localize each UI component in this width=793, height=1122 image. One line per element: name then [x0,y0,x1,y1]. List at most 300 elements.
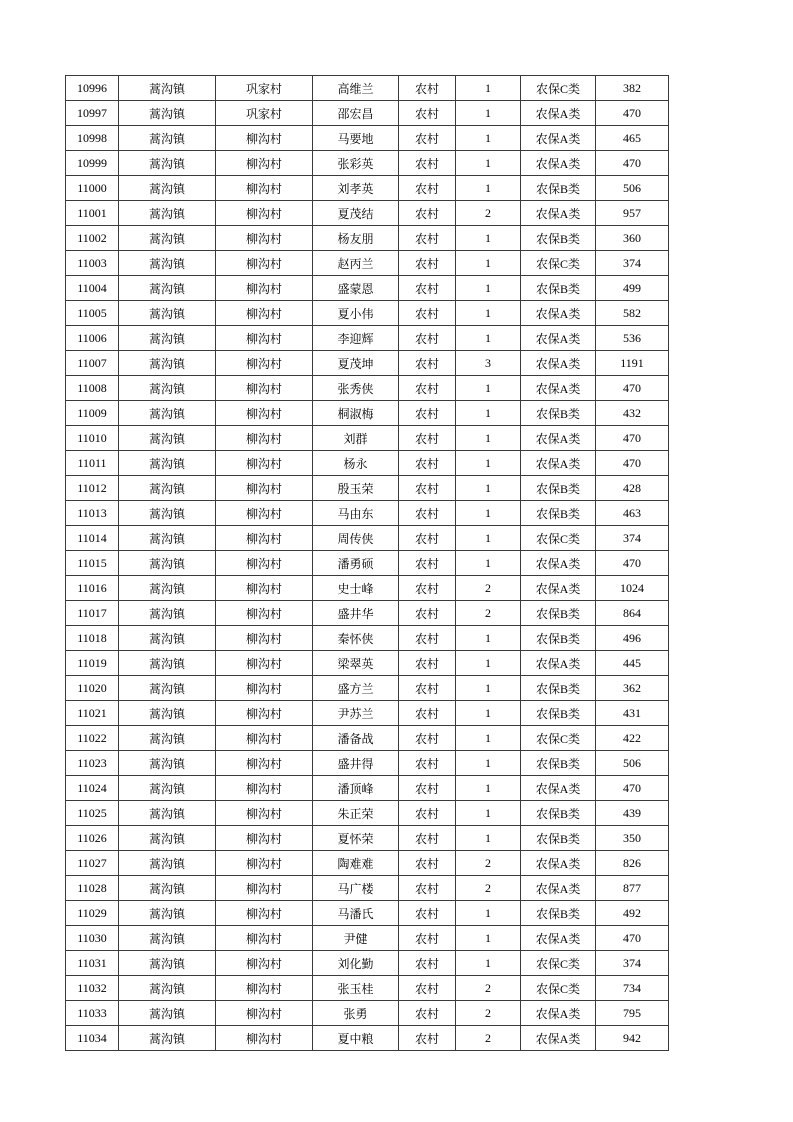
table-row [66,301,669,326]
cell-household-type: 农村 [399,801,456,826]
cell-household-type: 农村 [399,451,456,476]
cell-insurance-class: 农保A类 [521,201,596,226]
table-row [66,651,669,676]
cell-serial: 11002 [66,226,119,251]
cell-town: 蒿沟镇 [119,251,216,276]
cell-insurance-class: 农保B类 [521,501,596,526]
table-row [66,551,669,576]
cell-amount: 795 [596,1001,669,1026]
cell-household-type: 农村 [399,576,456,601]
table-row [66,851,669,876]
cell-name: 梁翠英 [313,651,399,676]
cell-amount: 428 [596,476,669,501]
cell-town: 蒿沟镇 [119,926,216,951]
cell-town: 蒿沟镇 [119,301,216,326]
cell-village: 柳沟村 [216,301,313,326]
cell-town: 蒿沟镇 [119,751,216,776]
cell-town: 蒿沟镇 [119,151,216,176]
cell-serial: 11029 [66,901,119,926]
cell-amount: 374 [596,526,669,551]
cell-count: 1 [456,901,521,926]
cell-insurance-class: 农保B类 [521,601,596,626]
table-row [66,826,669,851]
cell-insurance-class: 农保A类 [521,426,596,451]
cell-count: 1 [456,651,521,676]
cell-household-type: 农村 [399,826,456,851]
cell-town: 蒿沟镇 [119,126,216,151]
cell-amount: 957 [596,201,669,226]
cell-count: 1 [456,751,521,776]
cell-village: 柳沟村 [216,401,313,426]
cell-insurance-class: 农保B类 [521,701,596,726]
cell-name: 周传侠 [313,526,399,551]
cell-name: 马潘氏 [313,901,399,926]
cell-amount: 734 [596,976,669,1001]
cell-serial: 11003 [66,251,119,276]
table-row [66,576,669,601]
cell-serial: 11013 [66,501,119,526]
cell-name: 潘顶峰 [313,776,399,801]
cell-serial: 11028 [66,876,119,901]
cell-serial: 11026 [66,826,119,851]
table-row [66,926,669,951]
cell-village: 柳沟村 [216,851,313,876]
cell-insurance-class: 农保C类 [521,76,596,101]
cell-household-type: 农村 [399,401,456,426]
cell-household-type: 农村 [399,726,456,751]
cell-insurance-class: 农保A类 [521,776,596,801]
cell-village: 柳沟村 [216,251,313,276]
cell-insurance-class: 农保B类 [521,901,596,926]
table-row [66,76,669,101]
cell-count: 1 [456,676,521,701]
cell-count: 2 [456,851,521,876]
cell-amount: 470 [596,551,669,576]
table-row [66,276,669,301]
cell-amount: 496 [596,626,669,651]
cell-insurance-class: 农保B类 [521,226,596,251]
cell-count: 1 [456,726,521,751]
cell-amount: 463 [596,501,669,526]
table-row [66,251,669,276]
cell-name: 夏茂结 [313,201,399,226]
cell-name: 尹苏兰 [313,701,399,726]
table-row [66,101,669,126]
cell-insurance-class: 农保B类 [521,751,596,776]
cell-serial: 11006 [66,326,119,351]
cell-count: 1 [456,101,521,126]
cell-serial: 10998 [66,126,119,151]
cell-name: 殷玉荣 [313,476,399,501]
cell-serial: 11019 [66,651,119,676]
cell-town: 蒿沟镇 [119,901,216,926]
cell-serial: 11015 [66,551,119,576]
cell-name: 秦怀侠 [313,626,399,651]
cell-count: 1 [456,776,521,801]
cell-name: 张彩英 [313,151,399,176]
cell-town: 蒿沟镇 [119,351,216,376]
cell-serial: 11010 [66,426,119,451]
cell-insurance-class: 农保B类 [521,476,596,501]
cell-village: 柳沟村 [216,676,313,701]
cell-insurance-class: 农保A类 [521,651,596,676]
cell-village: 柳沟村 [216,451,313,476]
cell-count: 1 [456,126,521,151]
cell-town: 蒿沟镇 [119,551,216,576]
cell-town: 蒿沟镇 [119,451,216,476]
table-row [66,201,669,226]
table-row [66,226,669,251]
cell-town: 蒿沟镇 [119,976,216,1001]
cell-amount: 470 [596,426,669,451]
cell-insurance-class: 农保A类 [521,326,596,351]
cell-household-type: 农村 [399,901,456,926]
cell-household-type: 农村 [399,551,456,576]
cell-village: 柳沟村 [216,751,313,776]
cell-village: 柳沟村 [216,376,313,401]
cell-village: 柳沟村 [216,176,313,201]
cell-insurance-class: 农保C类 [521,251,596,276]
cell-town: 蒿沟镇 [119,176,216,201]
cell-village: 柳沟村 [216,276,313,301]
cell-serial: 10996 [66,76,119,101]
cell-count: 1 [456,151,521,176]
cell-name: 尹健 [313,926,399,951]
cell-insurance-class: 农保A类 [521,1001,596,1026]
cell-village: 柳沟村 [216,601,313,626]
table-row [66,876,669,901]
cell-amount: 582 [596,301,669,326]
cell-amount: 374 [596,251,669,276]
cell-count: 2 [456,201,521,226]
cell-village: 柳沟村 [216,476,313,501]
cell-village: 巩家村 [216,76,313,101]
cell-name: 刘孝英 [313,176,399,201]
table-row [66,701,669,726]
cell-insurance-class: 农保A类 [521,301,596,326]
cell-count: 2 [456,976,521,1001]
cell-insurance-class: 农保A类 [521,451,596,476]
cell-household-type: 农村 [399,101,456,126]
cell-town: 蒿沟镇 [119,601,216,626]
cell-insurance-class: 农保A类 [521,551,596,576]
cell-serial: 11017 [66,601,119,626]
cell-insurance-class: 农保B类 [521,276,596,301]
cell-count: 1 [456,176,521,201]
records-table [65,75,669,1051]
table-row [66,426,669,451]
cell-amount: 1024 [596,576,669,601]
cell-serial: 11034 [66,1026,119,1051]
cell-town: 蒿沟镇 [119,1026,216,1051]
cell-insurance-class: 农保C类 [521,976,596,1001]
cell-name: 夏中粮 [313,1026,399,1051]
cell-village: 柳沟村 [216,551,313,576]
cell-count: 1 [456,76,521,101]
cell-name: 盛蒙恩 [313,276,399,301]
cell-town: 蒿沟镇 [119,76,216,101]
cell-town: 蒿沟镇 [119,226,216,251]
cell-amount: 877 [596,876,669,901]
cell-household-type: 农村 [399,426,456,451]
cell-village: 柳沟村 [216,926,313,951]
cell-household-type: 农村 [399,501,456,526]
cell-serial: 11020 [66,676,119,701]
cell-town: 蒿沟镇 [119,101,216,126]
table-row [66,1026,669,1051]
cell-serial: 11009 [66,401,119,426]
cell-town: 蒿沟镇 [119,1001,216,1026]
cell-insurance-class: 农保A类 [521,351,596,376]
cell-serial: 11024 [66,776,119,801]
cell-insurance-class: 农保A类 [521,926,596,951]
cell-count: 1 [456,426,521,451]
table-row [66,151,669,176]
cell-household-type: 农村 [399,276,456,301]
cell-town: 蒿沟镇 [119,826,216,851]
cell-amount: 470 [596,101,669,126]
cell-count: 1 [456,551,521,576]
cell-serial: 11025 [66,801,119,826]
cell-count: 1 [456,401,521,426]
table-row [66,901,669,926]
cell-serial: 11030 [66,926,119,951]
cell-name: 盛方兰 [313,676,399,701]
table-row [66,776,669,801]
cell-amount: 362 [596,676,669,701]
table-row [66,401,669,426]
cell-village: 柳沟村 [216,976,313,1001]
cell-serial: 11022 [66,726,119,751]
cell-name: 夏小伟 [313,301,399,326]
cell-insurance-class: 农保C类 [521,951,596,976]
cell-serial: 11023 [66,751,119,776]
cell-serial: 11004 [66,276,119,301]
cell-village: 柳沟村 [216,876,313,901]
cell-serial: 11005 [66,301,119,326]
cell-town: 蒿沟镇 [119,201,216,226]
cell-town: 蒿沟镇 [119,776,216,801]
cell-town: 蒿沟镇 [119,326,216,351]
cell-serial: 11001 [66,201,119,226]
cell-village: 柳沟村 [216,951,313,976]
cell-town: 蒿沟镇 [119,426,216,451]
cell-serial: 11000 [66,176,119,201]
cell-count: 1 [456,626,521,651]
table-row [66,451,669,476]
cell-village: 柳沟村 [216,1026,313,1051]
cell-serial: 11012 [66,476,119,501]
cell-insurance-class: 农保A类 [521,101,596,126]
cell-count: 1 [456,826,521,851]
cell-serial: 11033 [66,1001,119,1026]
cell-household-type: 农村 [399,201,456,226]
cell-village: 柳沟村 [216,201,313,226]
cell-village: 柳沟村 [216,351,313,376]
cell-household-type: 农村 [399,1026,456,1051]
cell-household-type: 农村 [399,751,456,776]
cell-serial: 11018 [66,626,119,651]
table-row [66,351,669,376]
cell-village: 柳沟村 [216,626,313,651]
cell-insurance-class: 农保A类 [521,876,596,901]
cell-town: 蒿沟镇 [119,851,216,876]
cell-insurance-class: 农保A类 [521,1026,596,1051]
cell-amount: 374 [596,951,669,976]
cell-name: 桐淑梅 [313,401,399,426]
cell-town: 蒿沟镇 [119,951,216,976]
cell-town: 蒿沟镇 [119,626,216,651]
cell-town: 蒿沟镇 [119,801,216,826]
cell-household-type: 农村 [399,926,456,951]
cell-household-type: 农村 [399,126,456,151]
cell-name: 陶难难 [313,851,399,876]
cell-serial: 11031 [66,951,119,976]
cell-count: 2 [456,876,521,901]
cell-name: 潘勇硕 [313,551,399,576]
cell-name: 刘化勤 [313,951,399,976]
cell-amount: 499 [596,276,669,301]
cell-name: 张玉桂 [313,976,399,1001]
cell-household-type: 农村 [399,626,456,651]
cell-name: 刘群 [313,426,399,451]
cell-amount: 422 [596,726,669,751]
cell-name: 高维兰 [313,76,399,101]
cell-village: 柳沟村 [216,526,313,551]
cell-name: 盛井华 [313,601,399,626]
cell-insurance-class: 农保B类 [521,801,596,826]
cell-amount: 506 [596,176,669,201]
cell-town: 蒿沟镇 [119,501,216,526]
cell-household-type: 农村 [399,601,456,626]
table-row [66,1001,669,1026]
cell-serial: 11007 [66,351,119,376]
cell-household-type: 农村 [399,701,456,726]
cell-serial: 11021 [66,701,119,726]
table-row [66,376,669,401]
table-body [66,76,669,1051]
cell-village: 柳沟村 [216,801,313,826]
table-row [66,676,669,701]
table-row [66,326,669,351]
cell-amount: 470 [596,151,669,176]
cell-count: 1 [456,701,521,726]
cell-village: 柳沟村 [216,901,313,926]
cell-insurance-class: 农保A类 [521,851,596,876]
table-row [66,126,669,151]
cell-household-type: 农村 [399,151,456,176]
table-row [66,726,669,751]
cell-count: 2 [456,1001,521,1026]
cell-serial: 10997 [66,101,119,126]
cell-count: 1 [456,376,521,401]
cell-serial: 11027 [66,851,119,876]
cell-amount: 470 [596,776,669,801]
cell-amount: 432 [596,401,669,426]
table-row [66,501,669,526]
cell-insurance-class: 农保B类 [521,626,596,651]
cell-village: 柳沟村 [216,1001,313,1026]
cell-village: 柳沟村 [216,501,313,526]
cell-household-type: 农村 [399,776,456,801]
cell-amount: 826 [596,851,669,876]
cell-village: 柳沟村 [216,651,313,676]
cell-village: 柳沟村 [216,576,313,601]
cell-village: 巩家村 [216,101,313,126]
table-row [66,801,669,826]
cell-village: 柳沟村 [216,426,313,451]
cell-insurance-class: 农保B类 [521,401,596,426]
cell-insurance-class: 农保A类 [521,576,596,601]
cell-insurance-class: 农保B类 [521,826,596,851]
cell-count: 1 [456,801,521,826]
table-row [66,976,669,1001]
cell-town: 蒿沟镇 [119,376,216,401]
cell-village: 柳沟村 [216,726,313,751]
cell-name: 马广楼 [313,876,399,901]
cell-name: 夏茂坤 [313,351,399,376]
cell-count: 2 [456,601,521,626]
cell-town: 蒿沟镇 [119,576,216,601]
cell-amount: 536 [596,326,669,351]
cell-household-type: 农村 [399,326,456,351]
cell-name: 朱正荣 [313,801,399,826]
cell-household-type: 农村 [399,76,456,101]
cell-household-type: 农村 [399,176,456,201]
cell-serial: 11014 [66,526,119,551]
cell-name: 赵丙兰 [313,251,399,276]
cell-name: 张勇 [313,1001,399,1026]
cell-name: 盛井得 [313,751,399,776]
cell-insurance-class: 农保C类 [521,526,596,551]
cell-household-type: 农村 [399,301,456,326]
cell-household-type: 农村 [399,951,456,976]
cell-village: 柳沟村 [216,826,313,851]
cell-name: 邵宏昌 [313,101,399,126]
cell-town: 蒿沟镇 [119,276,216,301]
cell-amount: 942 [596,1026,669,1051]
cell-name: 潘备战 [313,726,399,751]
cell-count: 2 [456,576,521,601]
cell-household-type: 农村 [399,976,456,1001]
cell-town: 蒿沟镇 [119,476,216,501]
cell-name: 马要地 [313,126,399,151]
cell-town: 蒿沟镇 [119,676,216,701]
cell-count: 1 [456,951,521,976]
cell-insurance-class: 农保A类 [521,376,596,401]
cell-name: 张秀侠 [313,376,399,401]
cell-amount: 864 [596,601,669,626]
cell-household-type: 农村 [399,1001,456,1026]
cell-name: 杨永 [313,451,399,476]
cell-household-type: 农村 [399,476,456,501]
cell-insurance-class: 农保A类 [521,126,596,151]
cell-name: 夏怀荣 [313,826,399,851]
table-row [66,476,669,501]
cell-count: 1 [456,251,521,276]
cell-name: 杨友朋 [313,226,399,251]
cell-village: 柳沟村 [216,126,313,151]
cell-count: 1 [456,226,521,251]
table-row [66,176,669,201]
cell-count: 3 [456,351,521,376]
cell-insurance-class: 农保B类 [521,676,596,701]
cell-amount: 431 [596,701,669,726]
table-row [66,526,669,551]
table-row [66,601,669,626]
cell-count: 1 [456,451,521,476]
cell-household-type: 农村 [399,376,456,401]
